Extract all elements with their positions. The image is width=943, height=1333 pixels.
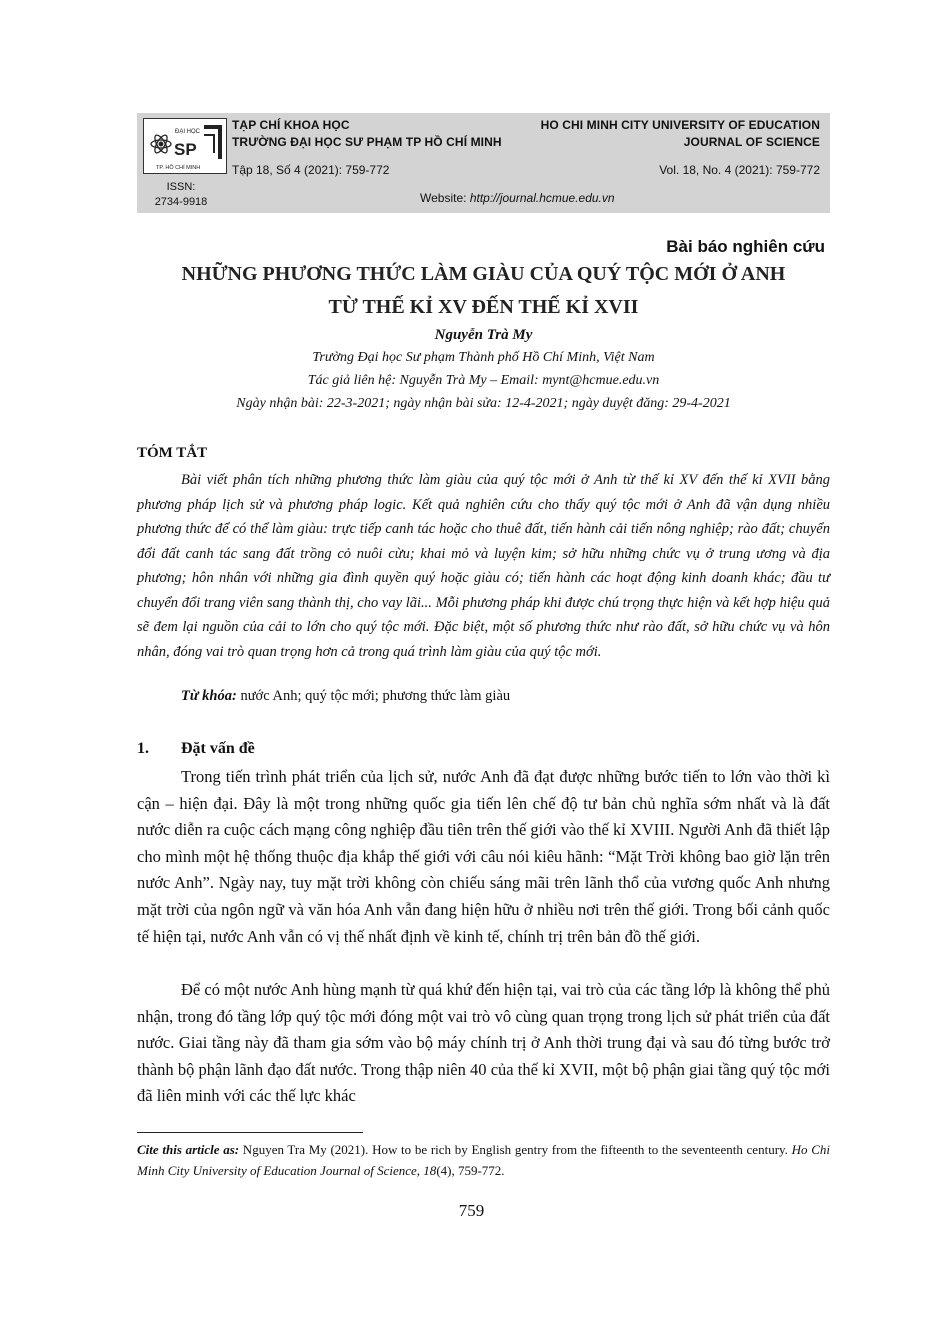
section-number: 1.: [137, 740, 149, 757]
website-label: Website:: [420, 191, 470, 205]
svg-text:SP: SP: [174, 140, 197, 159]
affiliation: Trường Đại học Sư phạm Thành phố Hồ Chí Minh, Việt Nam: [312, 350, 655, 365]
keywords-list: nước Anh; quý tộc mới; phương thức làm giàu: [236, 688, 511, 704]
body-paragraph: Trong tiến trình phát triển của lịch sử, nước Anh đã đạt được những bước tiến to lớn vào thời kì cận – hiện đại. Đây là một trong những quốc gia tiến lên chế độ tư bản chủ nghĩa sớm nhất và là đất nước diễn ra cuộc cách mạng công nghiệp đầu tiên trên thế giới vào thế kỉ XVIII. Người Anh đã thiết lập cho mình một hệ thống thuộc địa khắp thế giới với câu nói kiêu hãnh: “Mặt Trời không bao giờ lặn trên nước Anh”. Ngày nay, tuy mặt trời không còn chiếu sáng mãi trên lãnh thổ của vương quốc Anh nhưng mặt trời của ngôn ngữ và văn hóa Anh vẫn đang hiện hữu ở nhiều nơi trên thế giới. Trong bối cảnh quốc tế hiện tại, nước Anh vẫn có vị thế nhất định về kinh tế, chính trị trên bản đồ thế giới.: [137, 767, 830, 946]
issn: [150, 180, 212, 210]
svg-text:ĐẠI HỌC: ĐẠI HỌC: [175, 129, 201, 135]
website-link[interactable]: http://journal.hcmue.edu.vn: [469, 191, 615, 205]
volume-vn: Tập 18, Số 4 (2021): 759-772: [232, 163, 390, 177]
university-logo: [143, 118, 227, 174]
page-number: 759: [458, 1201, 485, 1220]
keywords-label: Từ khóa:: [181, 688, 237, 704]
journal-name-en-line1: HO CHI MINH CITY UNIVERSITY OF EDUCATION: [540, 118, 820, 132]
article-type: Bài báo nghiên cứu: [666, 237, 825, 256]
website: [420, 191, 615, 205]
abstract-text: Bài viết phân tích những phương thức làm giàu của quý tộc mới ở Anh từ thế kỉ XV đến thế kỉ XVII bằng phương pháp lịch sử và phương pháp logic. Kết quả nghiên cứu cho thấy quý tộc mới ở Anh đã vận dụng nhiều phương thức để có thể làm giàu: trực tiếp canh tác hoặc cho thuê đất, tiến hành cải tiến nông nghiệp; rào đất; chuyển đổi đất canh tác sang đất trồng cỏ nuôi cừu; khai mỏ và luyện kim; sở hữu những chức vụ ở trung ương và địa phương; hôn nhân với những gia đình quyền quý hoặc giàu có; tiến hành các hoạt động kinh doanh khác; đầu tư chuyển đổi trang viên sang thành thị, cho vay lãi... Mỗi phương pháp khi được chú trọng thực hiện và kết hợp hiệu quả sẽ đem lại nguồn của cải to lớn cho quý tộc mới. Đặc biệt, một số phương thức như rào đất, sở hữu chức vụ và hôn nhân, đóng vai trò quan trọng hơn cả trong quá trình làm giàu của quý tộc mới.: [137, 472, 830, 660]
issn-value: 2734-9918: [154, 196, 208, 208]
article-dates: Ngày nhận bài: 22-3-2021; ngày nhận bài sửa: 12-4-2021; ngày duyệt đăng: 29-4-2021: [236, 396, 731, 411]
article-title-line1: NHỮNG PHƯƠNG THỨC LÀM GIÀU CỦA QUÝ TỘC MỚI Ở ANH: [181, 263, 786, 285]
journal-name-vn-line2: TRƯỜNG ĐẠI HỌC SƯ PHẠM TP HỒ CHÍ MINH: [232, 135, 502, 149]
citation-issue: (4), 759-772.: [436, 1163, 505, 1178]
issn-label: ISSN:: [166, 181, 196, 193]
volume-en: Vol. 18, No. 4 (2021): 759-772: [659, 163, 820, 177]
corresponding-author: Tác giả liên hệ: Nguyễn Trà My – Email: mynt@hcmue.edu.vn: [307, 373, 660, 388]
body-paragraph: Để có một nước Anh hùng mạnh từ quá khứ đến hiện tại, vai trò của các tầng lớp là không thể phủ nhận, trong đó tầng lớp quý tộc mới đóng một vai trò vô cùng quan trọng trong lịch sử phát triển của đất nước. Giai tầng này đã tham gia sớm vào bộ máy chính trị ở Anh thời trung đại và sau đó từng bước trở thành bộ phận lãnh đạo đất nước. Trong thập niên 40 của thế kỉ XVII, một bộ phận giai tầng quý tộc mới đã liên minh với các thế lực khác: [137, 980, 830, 1106]
author-name: Nguyễn Trà My: [434, 327, 533, 343]
citation-label: Cite this article as:: [137, 1142, 240, 1157]
keywords: [181, 688, 510, 705]
abstract-heading: TÓM TẮT: [137, 445, 208, 461]
article-title-line2: TỪ THẾ KỈ XV ĐẾN THẾ KỈ XVII: [328, 296, 639, 318]
atom-icon: [144, 119, 228, 175]
citation-text: Nguyen Tra My (2021). How to be rich by English gentry from the fifteenth to the seventeenth century.: [239, 1142, 792, 1157]
footnote-divider: [137, 1132, 363, 1133]
journal-name-vn-line1: TẠP CHÍ KHOA HỌC: [232, 118, 350, 132]
journal-name-en-line2: JOURNAL OF SCIENCE: [683, 135, 820, 149]
svg-text:TP. HỒ CHÍ MINH: TP. HỒ CHÍ MINH: [156, 165, 201, 171]
citation-footnote: [137, 1139, 830, 1181]
citation-journal: Ho Chi Minh City University of Education Journal of Science, 18: [137, 1142, 830, 1178]
section-title: Đặt vấn đề: [181, 740, 255, 757]
